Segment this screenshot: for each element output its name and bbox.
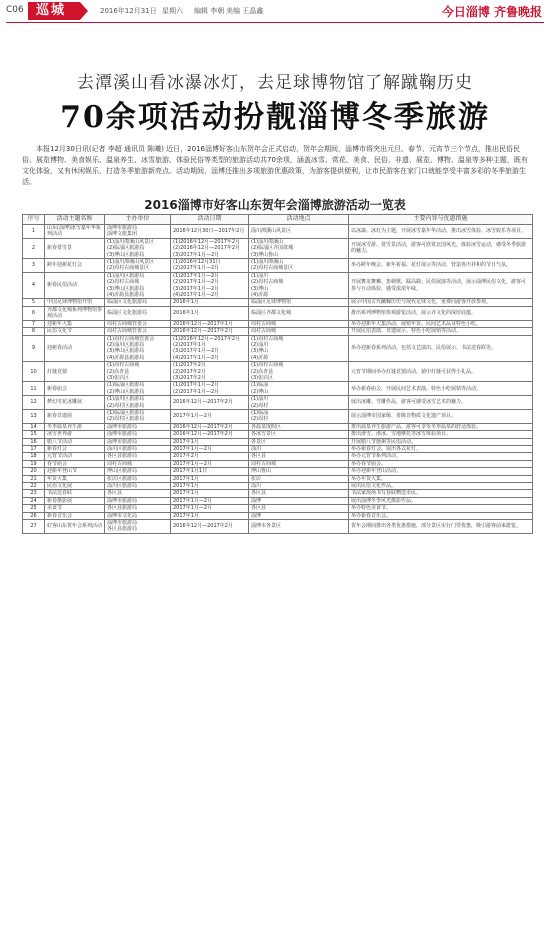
- page-number: C06: [6, 5, 24, 15]
- cell-index: 21: [23, 475, 45, 482]
- cell-index: 16: [23, 438, 45, 445]
- cell-index: 27: [23, 520, 45, 534]
- table-row: [23, 320, 533, 327]
- cell-organizer: 淄博市旅游局: [105, 431, 171, 438]
- cell-index: 17: [23, 446, 45, 453]
- cell-theme: 年货大集: [45, 475, 105, 482]
- table-row: [23, 460, 533, 467]
- cell-content: 展出淄博冬季风光摄影作品。: [349, 497, 533, 504]
- cell-theme: 书法送春联: [45, 490, 105, 497]
- cell-dates: 2016年12月—2017年2月: [171, 328, 249, 335]
- cell-organizer: 临淄区文化旅游局: [105, 299, 171, 306]
- article-subhead: 去潭溪山看冰瀑冰灯，去足球博物馆了解蹴鞠历史: [77, 73, 473, 93]
- table-row: [23, 306, 533, 320]
- cell-venue: 各景区: [249, 438, 349, 445]
- cell-theme: 元宵节活动: [45, 453, 105, 460]
- cell-venue: 淄博市各景区: [249, 520, 349, 534]
- cell-content: 举办年货大集。: [349, 475, 533, 482]
- cell-venue: (1)淄川潭溪山 (2)周村古商城景区: [249, 259, 349, 273]
- cell-dates: 2016年1月: [171, 299, 249, 306]
- cell-index: 26: [23, 512, 45, 519]
- designer: 美编 王晶鑫: [226, 7, 264, 15]
- cell-dates: 2017年1月: [171, 490, 249, 497]
- table-row: [23, 335, 533, 362]
- cell-index: 14: [23, 423, 45, 430]
- cell-organizer: 淄博市文化局: [105, 512, 171, 519]
- cell-content: 展示淄博市国家级、省级非物质文化遗产项目。: [349, 409, 533, 423]
- cell-content: 展出冰雕、雪雕作品，游客可感受冰雪艺术的魅力。: [349, 396, 533, 410]
- cell-dates: (1)2016年12月31日 (2)2017年1月—2月: [171, 259, 249, 273]
- cell-organizer: (1)临淄区旅游局 (2)周村区旅游局: [105, 409, 171, 423]
- brand-logo: 今日淄博 齐鲁晚报: [441, 5, 542, 19]
- cell-index: 22: [23, 483, 45, 490]
- cell-index: 1: [23, 225, 45, 239]
- cell-index: 4: [23, 272, 45, 299]
- cell-dates: 2016年12月—2017年2月: [171, 520, 249, 534]
- cell-content: 举办新春灯会，展出各式花灯。: [349, 446, 533, 453]
- table-row: [23, 238, 533, 258]
- table-row: [23, 483, 533, 490]
- cell-theme: 冬季温泉养生游: [45, 423, 105, 430]
- cell-index: 10: [23, 362, 45, 382]
- table-row: [23, 512, 533, 519]
- cell-dates: 2017年1月—2月: [171, 505, 249, 512]
- cell-dates: 2017年1月: [171, 475, 249, 482]
- cell-venue: 各区县: [249, 453, 349, 460]
- cell-dates: 2017年1月—2月: [171, 446, 249, 453]
- cell-index: 8: [23, 328, 45, 335]
- cell-organizer: 淄川区旅游局: [105, 446, 171, 453]
- cell-dates: (1)2017年2月 (2)2017年2月 (3)2017年2月: [171, 362, 249, 382]
- cell-organizer: 周村古商城: [105, 460, 171, 467]
- cell-organizer: (1)淄川区旅游局 (2)周村古商城 (3)博山区旅游局 (4)沂源县旅游局: [105, 272, 171, 299]
- cell-index: 23: [23, 490, 45, 497]
- cell-index: 11: [23, 382, 45, 396]
- cell-dates: 2017年1月—2月: [171, 460, 249, 467]
- cell-dates: 2017年1月—2月: [171, 497, 249, 504]
- article-headline: 70余项活动扮靓淄博冬季旅游: [60, 100, 490, 135]
- cell-organizer: (1)淄川潭溪山风景区 (2)临淄区旅游局 (3)博山区旅游局: [105, 238, 171, 258]
- cell-venue: 淄博: [249, 497, 349, 504]
- cell-organizer: (1)周村古商城管委会 (2)淄川区旅游局 (3)博山区旅游局 (4)沂源县旅游局: [105, 335, 171, 362]
- cell-venue: 周村古商城: [249, 328, 349, 335]
- cell-theme: 跨年迎新花灯会: [45, 259, 105, 273]
- cell-content: 推出系列博物馆参观游览活动，展示齐文化的深厚底蕴。: [349, 306, 533, 320]
- cell-venue: 张店: [249, 475, 349, 482]
- cell-content: 展出民俗文化作品。: [349, 483, 533, 490]
- table-row: [23, 362, 533, 382]
- article-lede: 本报12月30日讯(记者 李超 通讯员 陈曦) 近日，2016淄博好客山东贺年会正式启动，贺年会期间，淄博市将突出元旦、春节、元宵节三个节点，推出民俗民俗、展览博物、美食娱乐、温泉养生、冰雪旅游、体验民俗等类型的旅游活动共70余项，涵盖冰雪、赏花、美食、民俗、非遗、展览、博物、温泉等多种主题，既有文化体验，又有休闲娱乐，打造冬季旅游新亮点。活动期间，淄博还推出多项旅游优惠政策，为游客提供便利，让市民游客在家门口就能享受丰富多彩的冬季旅游生活。: [22, 145, 528, 186]
- cell-dates: (1)2016年12月—2017年2月 (2)2017年1月 (3)2017年1月—2月 (4)2017年1月—2月: [171, 335, 249, 362]
- cell-dates: 2016年12月—2017年2月: [171, 423, 249, 430]
- cell-index: 24: [23, 497, 45, 504]
- cell-dates: (1)2017年1月—2月 (2)2017年1月—2月: [171, 382, 249, 396]
- table-row: [23, 505, 533, 512]
- cell-dates: 2016年12月—2017年2月: [171, 431, 249, 438]
- table-row: [23, 446, 533, 453]
- cell-index: 5: [23, 299, 45, 306]
- cell-content: 开展腊八节施粥等民俗活动。: [349, 438, 533, 445]
- cell-theme: 腊八节活动: [45, 438, 105, 445]
- table-header-row: [23, 215, 533, 225]
- editor: 编辑 李朝: [194, 7, 225, 15]
- cell-index: 2: [23, 238, 45, 258]
- cell-organizer: 张店区旅游局: [105, 475, 171, 482]
- cell-content: 元宵节期间举办灯谜竞猜活动，猜中灯谜可获得小礼品。: [349, 362, 533, 382]
- cell-organizer: 周村古商城管委会: [105, 320, 171, 327]
- cell-theme: 美食节: [45, 505, 105, 512]
- cell-content: 举办特色美食节。: [349, 505, 533, 512]
- cell-theme: 新春灯会: [45, 446, 105, 453]
- table-row: [23, 328, 533, 335]
- cell-organizer: 淄博市旅游局: [105, 423, 171, 430]
- cell-index: 25: [23, 505, 45, 512]
- cell-organizer: 临淄区文化旅游局: [105, 306, 171, 320]
- cell-theme: 新春庙会: [45, 382, 105, 396]
- cell-index: 15: [23, 431, 45, 438]
- cell-index: 9: [23, 335, 45, 362]
- table-row: [23, 438, 533, 445]
- cell-content: 开展民俗表演、非遗展示、特色小吃展销等活动。: [349, 328, 533, 335]
- cell-content: 举办迎新年大集活动，展销年货、民间艺术品及特色小吃。: [349, 320, 533, 327]
- top-rule: [6, 22, 544, 23]
- cell-content: 书法家现场书写春联赠送市民。: [349, 490, 533, 497]
- cell-organizer: (1)临淄区旅游局 (2)博山区旅游局: [105, 382, 171, 396]
- cell-venue: 临淄区齐都文化城: [249, 306, 349, 320]
- cell-content: 贺年会期间推出各类优惠措施，部分景区实行门票优惠，吸引游客前来游览。: [349, 520, 533, 534]
- cell-dates: 2016年12月—2017年2月: [171, 396, 249, 410]
- weekday: 星期六: [162, 7, 183, 15]
- table-row: [23, 453, 533, 460]
- table-body: [23, 225, 533, 534]
- cell-venue: 淄博: [249, 512, 349, 519]
- cell-theme: 民俗文化节: [45, 328, 105, 335]
- cell-content: 举办跨年晚会、新年祈福、花灯展示等活动，营造喜庆祥和的节日气氛。: [349, 259, 533, 273]
- cell-content: 开展舞龙舞狮、扭秧歌、踩高跷、民俗展演等活动，展示淄博民俗文化，游客可参与互动体验，感受浓浓年味。: [349, 272, 533, 299]
- cell-index: 20: [23, 468, 45, 475]
- cell-dates: 2017年1月1日: [171, 468, 249, 475]
- cell-theme: 齐都文化城系列博物馆参观活动: [45, 306, 105, 320]
- cell-theme: 新春摄影展: [45, 497, 105, 504]
- cell-theme: 春节庙会: [45, 460, 105, 467]
- cell-organizer: 各区县旅游局: [105, 505, 171, 512]
- table-row: [23, 272, 533, 299]
- cell-theme: 冰雪世界游: [45, 431, 105, 438]
- cell-theme: 新春民俗活动: [45, 272, 105, 299]
- cell-organizer: 淄博市旅游局 各区县旅游局: [105, 520, 171, 534]
- col-header-venue: 活动地点: [249, 215, 349, 225]
- table-row: [23, 520, 533, 534]
- cell-venue: 各区县: [249, 490, 349, 497]
- cell-organizer: (1)淄川潭溪山风景区 (2)周村古商城景区: [105, 259, 171, 273]
- cell-dates: 2017年1月: [171, 512, 249, 519]
- cell-organizer: 淄博市旅游局: [105, 497, 171, 504]
- cell-theme: 中国足球博物馆开馆: [45, 299, 105, 306]
- cell-venue: 周村古商城: [249, 320, 349, 327]
- cell-theme: 山东(淄博)冰雪嘉年华系列活动: [45, 225, 105, 239]
- cell-dates: 2016年12月—2017年1月: [171, 320, 249, 327]
- masthead: [0, 0, 550, 22]
- cell-venue: (1)周村古商城 (2)高青县 (3)张店区: [249, 362, 349, 382]
- issue-date: 2016年12月31日: [100, 7, 157, 15]
- cell-organizer: 各区县旅游局: [105, 453, 171, 460]
- cell-theme: 民俗文化展: [45, 483, 105, 490]
- cell-theme: 迎新春活动: [45, 335, 105, 362]
- cell-theme: 迎新年大集: [45, 320, 105, 327]
- cell-index: 18: [23, 453, 45, 460]
- table-row: [23, 259, 533, 273]
- cell-theme: 新春赏雪景: [45, 238, 105, 258]
- cell-content: 推出滑雪、滑冰、雪地摩托等冰雪体验项目。: [349, 431, 533, 438]
- cell-venue: 博山鲁山: [249, 468, 349, 475]
- activity-table: [22, 214, 532, 534]
- cell-dates: 2016年12月30日—2017年2月: [171, 225, 249, 239]
- cell-theme: 好客山东贺年会系列活动: [45, 520, 105, 534]
- cell-index: 7: [23, 320, 45, 327]
- table-row: [23, 490, 533, 497]
- cell-venue: (1)淄川潭溪山 (2)临淄区齐国故城 (3)博山鲁山: [249, 238, 349, 258]
- cell-venue: 淄川: [249, 483, 349, 490]
- cell-content: 举办春节庙会。: [349, 460, 533, 467]
- cell-index: 6: [23, 306, 45, 320]
- cell-dates: 2016年1月: [171, 306, 249, 320]
- table-row: [23, 468, 533, 475]
- cell-dates: 2017年1月—2月: [171, 409, 249, 423]
- cell-theme: 新春非遗展: [45, 409, 105, 423]
- cell-index: 19: [23, 460, 45, 467]
- cell-dates: (1)2016年12月—2017年2月 (2)2016年12月—2017年2月 (3)2017年1月—2月: [171, 238, 249, 258]
- cell-venue: 周村古商城: [249, 460, 349, 467]
- cell-dates: 2017年2月: [171, 453, 249, 460]
- cell-venue: 淄川: [249, 446, 349, 453]
- table-row: [23, 431, 533, 438]
- cell-content: 举办元宵节系列活动。: [349, 453, 533, 460]
- cell-organizer: 淄川区旅游局: [105, 483, 171, 490]
- cell-content: 举办迎新春系列活动，包括文艺演出、民俗展示、书法送春联等。: [349, 335, 533, 362]
- col-header-content: 主要内容与优惠措施: [349, 215, 533, 225]
- cell-content: 展示中国古代蹴鞠历史与现代足球文化，免费向游客开放参观。: [349, 299, 533, 306]
- table-row: [23, 409, 533, 423]
- cell-venue: 各区县: [249, 505, 349, 512]
- cell-content: 举办新春音乐会。: [349, 512, 533, 519]
- cell-venue: (1)临淄 (2)周村: [249, 409, 349, 423]
- cell-index: 13: [23, 409, 45, 423]
- table-row: [23, 475, 533, 482]
- cell-venue: 淄川潭溪山风景区: [249, 225, 349, 239]
- cell-organizer: 各区县: [105, 490, 171, 497]
- cell-organizer: 博山区旅游局: [105, 468, 171, 475]
- table-row: [23, 225, 533, 239]
- cell-theme: 新春音乐会: [45, 512, 105, 519]
- cell-venue: (1)临淄 (2)博山: [249, 382, 349, 396]
- cell-venue: (1)淄川 (2)周村: [249, 396, 349, 410]
- cell-venue: 临淄区足球博物馆: [249, 299, 349, 306]
- cell-theme: 迎新年登山节: [45, 468, 105, 475]
- cell-dates: 2017年1月: [171, 483, 249, 490]
- cell-organizer: 淄博市旅游局 淄博文旅集团: [105, 225, 171, 239]
- table-title: 2016淄博市好客山东贺年会淄博旅游活动一览表: [144, 198, 406, 212]
- cell-venue: 各冰雪景区: [249, 431, 349, 438]
- cell-dates: (1)2017年1月—2月 (2)2017年1月—2月 (3)2017年1月—2月 (4)2017年1月—2月: [171, 272, 249, 299]
- cell-content: 推出温泉养生旅游产品，游客可享受冬季温泉的舒适体验。: [349, 423, 533, 430]
- cell-organizer: 淄博市旅游局: [105, 438, 171, 445]
- cell-theme: 灯谜竞猜: [45, 362, 105, 382]
- cell-organizer: (1)淄川区旅游局 (2)周村区旅游局: [105, 396, 171, 410]
- table-row: [23, 423, 533, 430]
- cell-organizer: (1)周村古商城 (2)高青县 (3)张店区: [105, 362, 171, 382]
- cell-dates: 2017年1月: [171, 438, 249, 445]
- cell-venue: (1)周村古商城 (2)淄川 (3)博山 (4)沂源: [249, 335, 349, 362]
- col-header-index: 序号: [23, 215, 45, 225]
- col-header-theme: 活动主题名称: [45, 215, 105, 225]
- cell-venue: 各温泉度假区: [249, 423, 349, 430]
- table-row: [23, 382, 533, 396]
- section-tab: 巡城: [28, 2, 80, 20]
- cell-content: 举办迎新年登山活动。: [349, 468, 533, 475]
- cell-theme: 梦幻雪花冰雕展: [45, 396, 105, 410]
- table-row: [23, 299, 533, 306]
- table-row: [23, 497, 533, 504]
- cell-content: 以冰瀑、冰灯为主题，开展冰雪嘉年华活动，推出冰雪体验、冰雪娱乐等项目。: [349, 225, 533, 239]
- cell-index: 12: [23, 396, 45, 410]
- cell-venue: (1)淄川 (2)周村古商城 (3)博山 (4)沂源: [249, 272, 349, 299]
- cell-index: 3: [23, 259, 45, 273]
- cell-content: 举办新春庙会，开展民间艺术表演、特色小吃展销等活动。: [349, 382, 533, 396]
- cell-content: 开展冰雪游、赏雪景活动，游客可欣赏北国风光，体验冰雪运动，感受冬季旅游的魅力。: [349, 238, 533, 258]
- table-row: [23, 396, 533, 410]
- col-header-dates: 活动日期: [171, 215, 249, 225]
- cell-organizer: 周村古商城管委会: [105, 328, 171, 335]
- col-header-organizer: 主办单位: [105, 215, 171, 225]
